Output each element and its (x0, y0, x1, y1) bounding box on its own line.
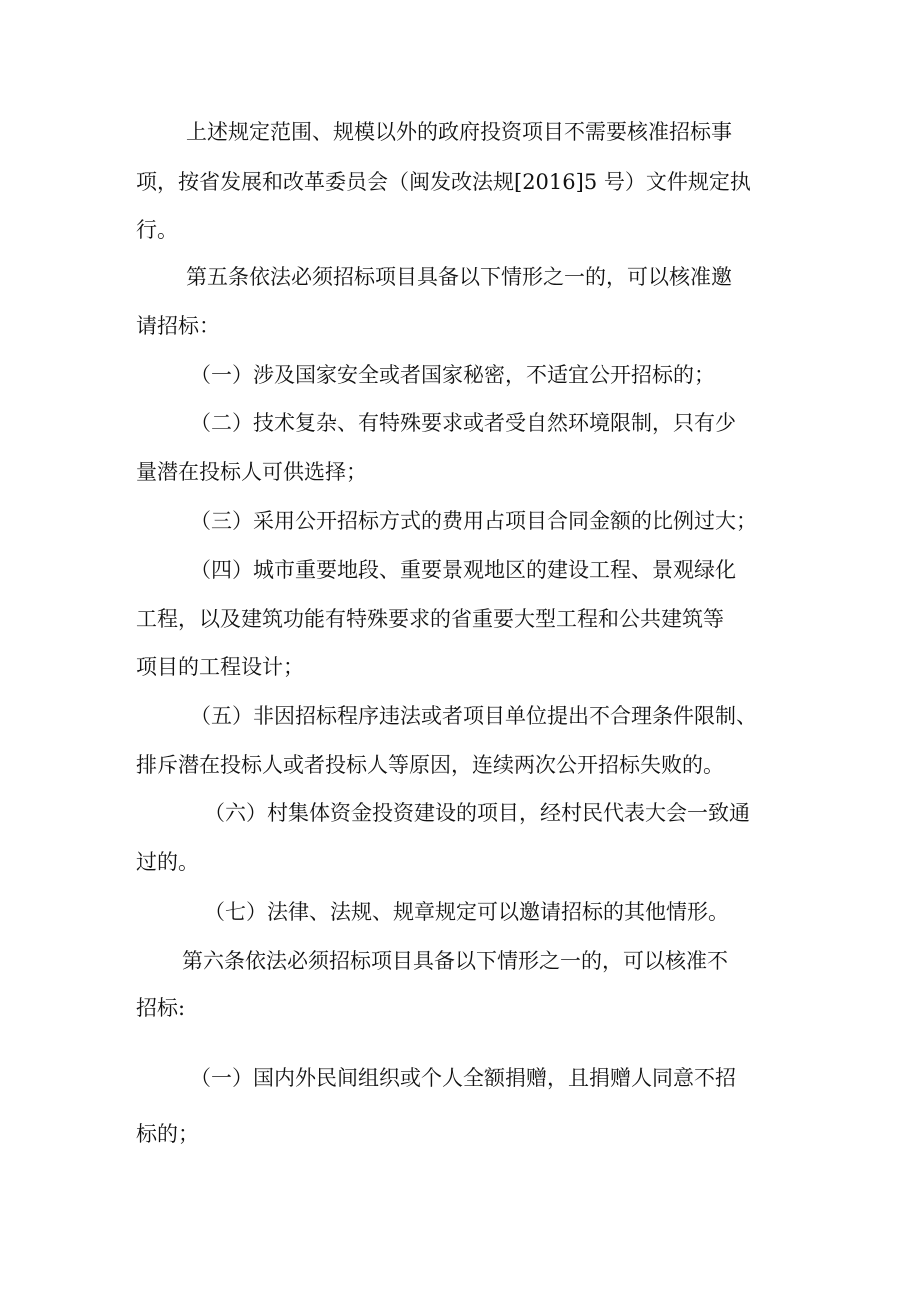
article-heading-line: 第五条依法必须招标项目具备以下情形之一的，可以核准邀 (186, 265, 732, 289)
list-item-line: 排斥潜在投标人或者投标人等原因，连续两次公开招标失败的。 (136, 753, 724, 777)
paragraph-line: 招标: (136, 996, 186, 1020)
paragraph-line: 请招标： (136, 314, 220, 338)
article-heading-line: 第六条依法必须招标项目具备以下情形之一的，可以核准不 (182, 949, 728, 973)
list-item-line: 项目的工程设计； (136, 655, 304, 679)
list-item-line: （五）非因招标程序违法或者项目单位提出不合理条件限制、 (190, 704, 757, 728)
list-item-line: （一）涉及国家安全或者国家秘密，不适宜公开招标的； (190, 363, 715, 387)
list-item-line: 标的； (136, 1122, 199, 1146)
list-item-line: （七）法律、法规、规章规定可以邀请招标的其他情形。 (204, 900, 729, 924)
list-item-line: 过的。 (136, 850, 199, 874)
list-item-line: （六）村集体资金投资建设的项目，经村民代表大会一致通 (204, 801, 750, 825)
paragraph-line: 行。 (136, 218, 178, 242)
list-item-line: （一）国内外民间组织或个人全额捐赠，且捐赠人同意不招 (190, 1066, 736, 1090)
list-item-line: （四）城市重要地段、重要景观地区的建设工程、景观绿化 (190, 558, 736, 582)
list-item-line: （二）技术复杂、有特殊要求或者受自然环境限制，只有少 (190, 411, 736, 435)
paragraph-line: 上述规定范围、规模以外的政府投资项目不需要核准招标事 (186, 120, 732, 144)
list-item-line: （三）采用公开招标方式的费用占项目合同金额的比例过大； (190, 509, 757, 533)
list-item-line: 工程，以及建筑功能有特殊要求的省重要大型工程和公共建筑等 (136, 607, 724, 631)
list-item-line: 量潜在投标人可供选择； (136, 460, 367, 484)
paragraph-line: 项，按省发展和改革委员会（闽发改法规[2016]5 号）文件规定执 (136, 170, 751, 194)
